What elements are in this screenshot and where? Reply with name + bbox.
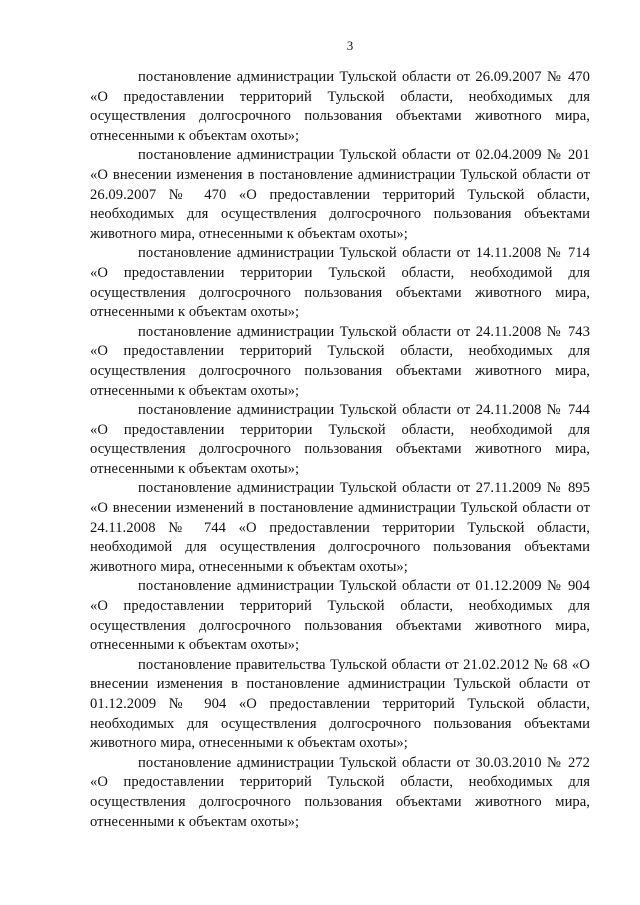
- paragraph-7: постановление администрации Тульской области от 01.12.2009 № 904 «О предоставлении территорий Тульской области, необходимых для осуществления долгосрочного пользования объектами животного мира, отнесенными к объектам охоты»;: [90, 578, 590, 654]
- paragraph-2: постановление администрации Тульской области от 02.04.2009 № 201 «О внесении изменения в постановление администрации Тульской области от 26.09.2007 № 470 «О предоставлении территорий Тульской области, необходимых для осуществления долгосрочного пользования объектами животного мира, отнесенными к объектам охоты»;: [90, 147, 590, 242]
- paragraph-3: постановление администрации Тульской области от 14.11.2008 № 714 «О предоставлении территории Тульской области, необходимой для осуществления долгосрочного пользования объектами животного мира, отнесенными к объектам охоты»;: [90, 245, 590, 321]
- paragraph-6: постановление администрации Тульской области от 27.11.2009 № 895 «О внесении изменений в постановление администрации Тульской области от 24.11.2008 № 744 «О предоставлении территории Тульской области, необходимой для осуществления долгосрочного пользования объектами животного мира, отнесенными к объектам охоты»;: [90, 480, 590, 575]
- page-number: 3: [346, 38, 354, 53]
- paragraph-8: постановление правительства Тульской области от 21.02.2012 № 68 «О внесении изменения в постановление администрации Тульской области от 01.12.2009 № 904 «О предоставлении территорий Тульской области, необходимых для осуществления долгосрочного пользования объектами животного мира, отнесенными к объектам охоты»;: [90, 656, 590, 752]
- paragraph-5: постановление администрации Тульской области от 24.11.2008 № 744 «О предоставлении территории Тульской области, необходимой для осуществления долгосрочного пользования объектами животного мира, отнесенными к объектам охоты»;: [90, 402, 590, 477]
- paragraph-4: постановление администрации Тульской области от 24.11.2008 № 743 «О предоставлении территорий Тульской области, необходимых для осуществления долгосрочного пользования объектами животного мира, отнесенными к объектам охоты»;: [90, 323, 590, 399]
- paragraph-9: постановление администрации Тульской области от 30.03.2010 № 272 «О предоставлении территорий Тульской области, необходимых для осуществления долгосрочного пользования объектами животного мира, отнесенными к объектам охоты»;: [90, 754, 590, 830]
- paragraph-1: постановление администрации Тульской области от 26.09.2007 № 470 «О предоставлении территорий Тульской области, необходимых для осуществления долгосрочного пользования объектами животного мира, отнесенными к объектам охоты»;: [90, 69, 590, 144]
